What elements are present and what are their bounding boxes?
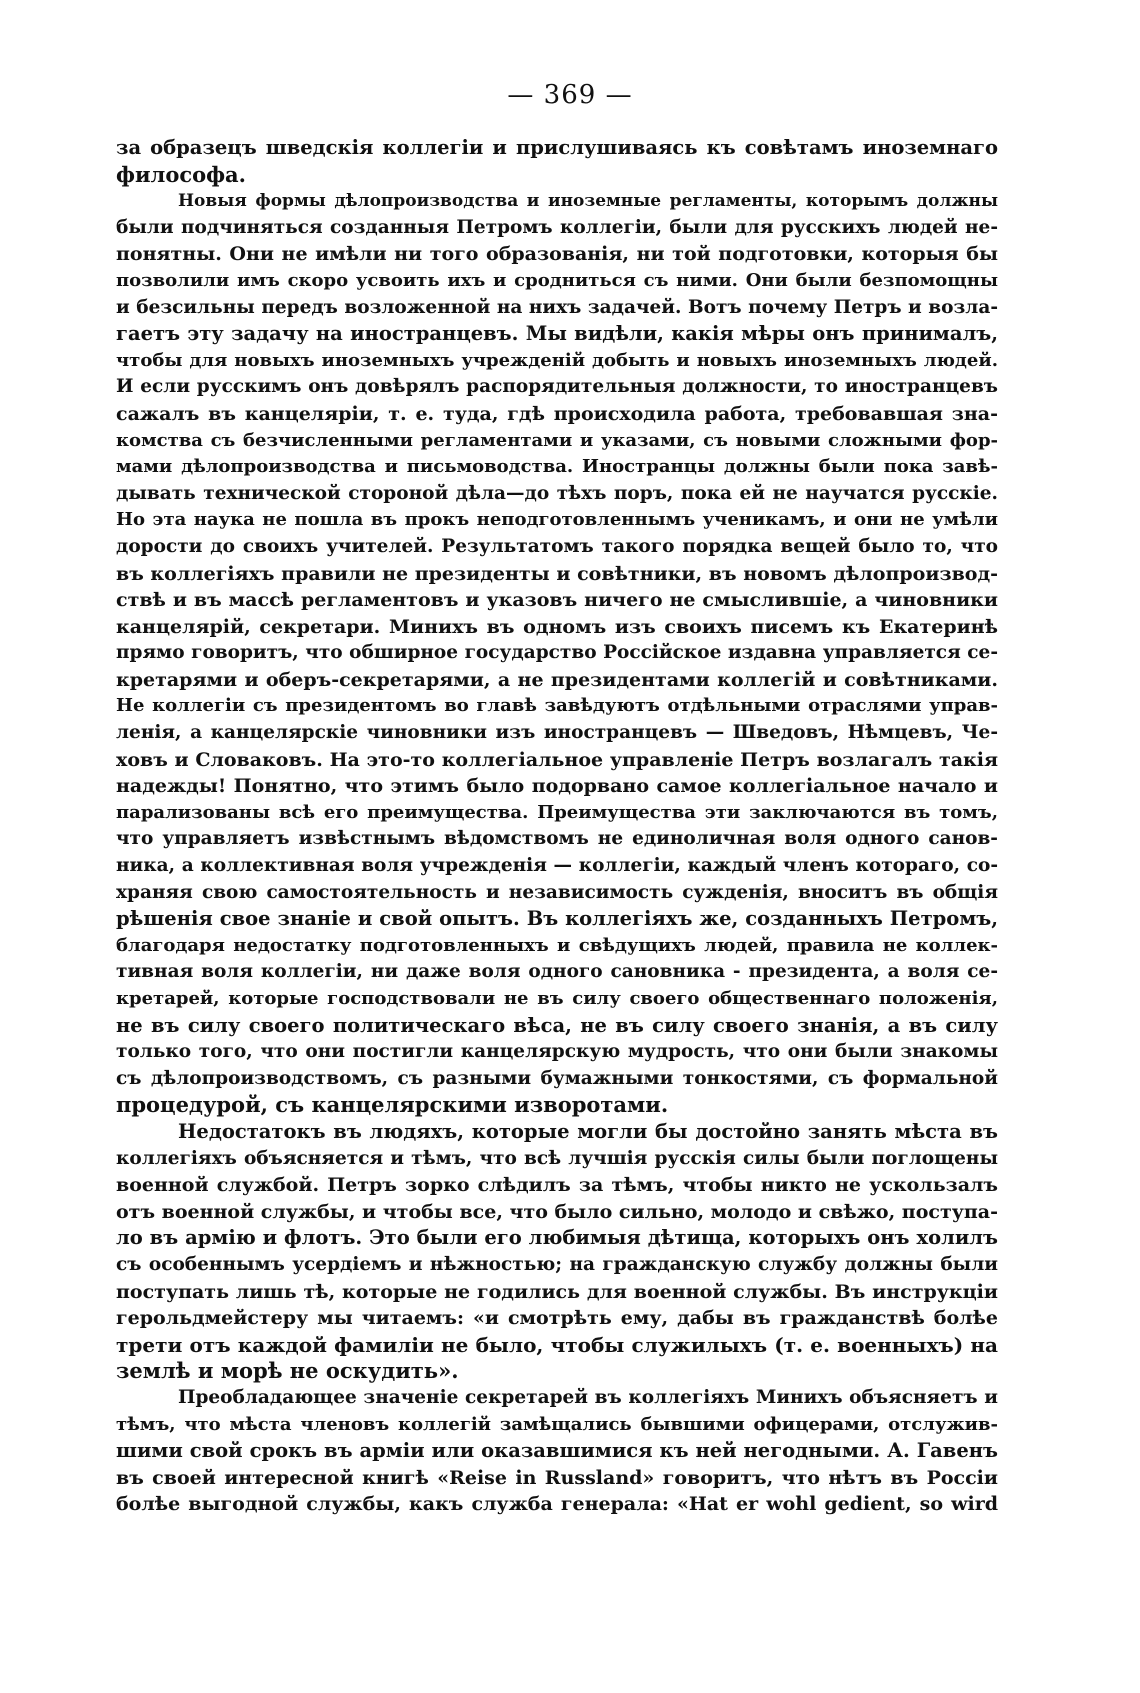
text-line: парализованы всѣ его преимущества. Преимущества эти заключаются въ томъ, <box>116 801 998 823</box>
text-line: ленія, а канцелярскіе чиновники изъ иностранцевъ — Шведовъ, Нѣмцевъ, Че- <box>116 722 998 744</box>
body-text <box>116 135 998 1518</box>
text-line: рѣшенія свое знаніе и свой опытъ. Въ коллегіяхъ же, созданныхъ Петромъ, <box>116 907 998 931</box>
text-line: И если русскимъ онъ довѣрялъ распорядительныя должности, то иностранцевъ <box>116 376 998 398</box>
text-line: трети отъ каждой фамиліи не было, чтобы служилыхъ (т. е. военныхъ) на <box>116 1332 998 1357</box>
text-line: отъ военной службы, и чтобы все, что было сильно, молодо и свѣжо, поступа- <box>116 1200 998 1223</box>
text-line: только того, что они постигли канцелярскую мудрость, что они были знакомы <box>116 1041 998 1063</box>
text-line: ствѣ и въ массѣ регламентовъ и указовъ ничего не смыслившіе, а чиновники <box>116 589 998 612</box>
text-line: были подчиняться созданныя Петромъ коллегіи, были для русскихъ людей не- <box>116 216 998 238</box>
text-line: процедурой, съ канцелярскими изворотами. <box>116 1092 669 1118</box>
text-line: Недостатокъ въ людяхъ, которые могли бы достойно занять мѣста въ <box>178 1119 998 1143</box>
text-line: канцелярій, секретари. Минихъ въ одномъ изъ своихъ писемъ къ Екатеринѣ <box>116 615 998 638</box>
text-line: что управляетъ извѣстнымъ вѣдомствомъ не единоличная воля одного санов- <box>116 828 998 850</box>
page-number: — 369 — <box>507 80 633 110</box>
text-line: Преобладающее значеніе секретарей въ коллегіяхъ Минихъ объясняетъ и <box>178 1386 998 1408</box>
text-line: за образецъ шведскія коллегіи и прислушиваясь къ совѣтамъ иноземнаго <box>116 136 998 159</box>
text-line: позволили имъ скоро усвоить ихъ и сродниться съ ними. Они были безпомощны <box>116 269 998 291</box>
text-line: землѣ и морѣ не оскудить». <box>116 1358 459 1384</box>
text-line: сажалъ въ канцеляріи, т. е. туда, гдѣ происходила работа, требовавшая зна- <box>116 402 998 425</box>
text-line: Но эта наука не пошла въ прокъ неподготовленнымъ ученикамъ, и они не умѣли <box>116 509 998 531</box>
text-line: съ особеннымъ усердіемъ и нѣжностью; на гражданскую службу должны были <box>116 1253 998 1275</box>
text-line: надежды! Понятно, что этимъ было подорвано самое коллегіальное начало и <box>116 775 998 798</box>
text-line: прямо говоритъ, что обширное государство Россійское издавна управляется се- <box>116 642 998 664</box>
text-line: ло въ армію и флотъ. Это были его любимыя дѣтища, которыхъ онъ холилъ <box>116 1226 998 1250</box>
text-line: мами дѣлопроизводства и письмоводства. Иностранцы должны были пока завѣ- <box>116 456 998 478</box>
text-line: коллегіяхъ объясняется и тѣмъ, что всѣ лучшія русскія силы были поглощены <box>116 1147 998 1169</box>
text-line: болѣе выгодной службы, какъ служба генерала: «Hat er wohl gedient, so wird <box>116 1493 998 1516</box>
text-line: тивная воля коллегіи, ни даже воля одного сановника - президента, а воля се- <box>116 961 998 983</box>
text-line: дорости до своихъ учителей. Результатомъ такого порядка вещей было то, что <box>116 535 998 557</box>
text-line: Не коллегіи съ президентомъ во главѣ завѣдуютъ отдѣльными отраслями управ- <box>116 695 998 717</box>
text-line: въ коллегіяхъ правили не президенты и совѣтники, въ новомъ дѣлопроизвод- <box>116 562 998 585</box>
text-line: и безсильны передъ возложенной на нихъ задачей. Вотъ почему Петръ и возла- <box>116 296 998 318</box>
text-line: кретарями и оберъ-секретарями, а не президентами коллегій и совѣтниками. <box>116 668 998 691</box>
text-line: ника, а коллективная воля учрежденія — коллегіи, каждый членъ котораго, со- <box>116 855 998 877</box>
text-line: чтобы для новыхъ иноземныхъ учрежденій добыть и новыхъ иноземныхъ людей. <box>116 349 998 371</box>
text-line: съ дѣлопроизводствомъ, съ разными бумажными тонкостями, съ формальной <box>116 1067 998 1089</box>
text-line: кретарей, которые господствовали не въ силу своего общественнаго положенія, <box>116 988 998 1009</box>
text-line: ховъ и Словаковъ. На это-то коллегіальное управленіе Петръ возлагалъ такія <box>116 748 998 771</box>
text-line: храняя свою самостоятельность и независимость сужденія, вноситъ въ общія <box>116 881 998 903</box>
text-line: благодаря недостатку подготовленныхъ и свѣдущихъ людей, правила не коллек- <box>116 934 998 956</box>
text-line: гаетъ эту задачу на иностранцевъ. Мы видѣли, какія мѣры онъ принималъ, <box>116 322 998 346</box>
text-line: военной службой. Петръ зорко слѣдилъ за тѣмъ, чтобы никто не ускользалъ <box>116 1174 998 1197</box>
text-line: философа. <box>116 161 246 187</box>
text-line: дывать технической стороной дѣла—до тѣхъ поръ, пока ей не научатся русскіе. <box>116 482 998 504</box>
text-line: поступать лишь тѣ, которые не годились для военной службы. Въ инструкціи <box>116 1280 998 1303</box>
text-line: въ своей интересной книгѣ «Reise in Russland» говоритъ, что нѣтъ въ Россіи <box>116 1466 998 1489</box>
text-line: комства съ безчисленными регламентами и указами, съ новыми сложными фор- <box>116 429 998 451</box>
text-line: Новыя формы дѣлопроизводства и иноземные регламенты, которымъ должны <box>178 191 998 212</box>
text-line: тѣмъ, что мѣста членовъ коллегій замѣщались бывшими офицерами, отслужив- <box>116 1413 998 1435</box>
text-line: герольдмейстеру мы читаемъ: «и смотрѣть ему, дабы въ гражданствѣ болѣе <box>116 1307 998 1330</box>
text-line: понятны. Они не имѣли ни того образованія, ни той подготовки, которыя бы <box>116 243 998 266</box>
text-line: не въ силу своего политическаго вѣса, не въ силу своего знанія, а въ силу <box>116 1013 998 1037</box>
text-line: шими свой срокъ въ арміи или оказавшимися къ ней негодными. А. Гавенъ <box>116 1439 998 1463</box>
